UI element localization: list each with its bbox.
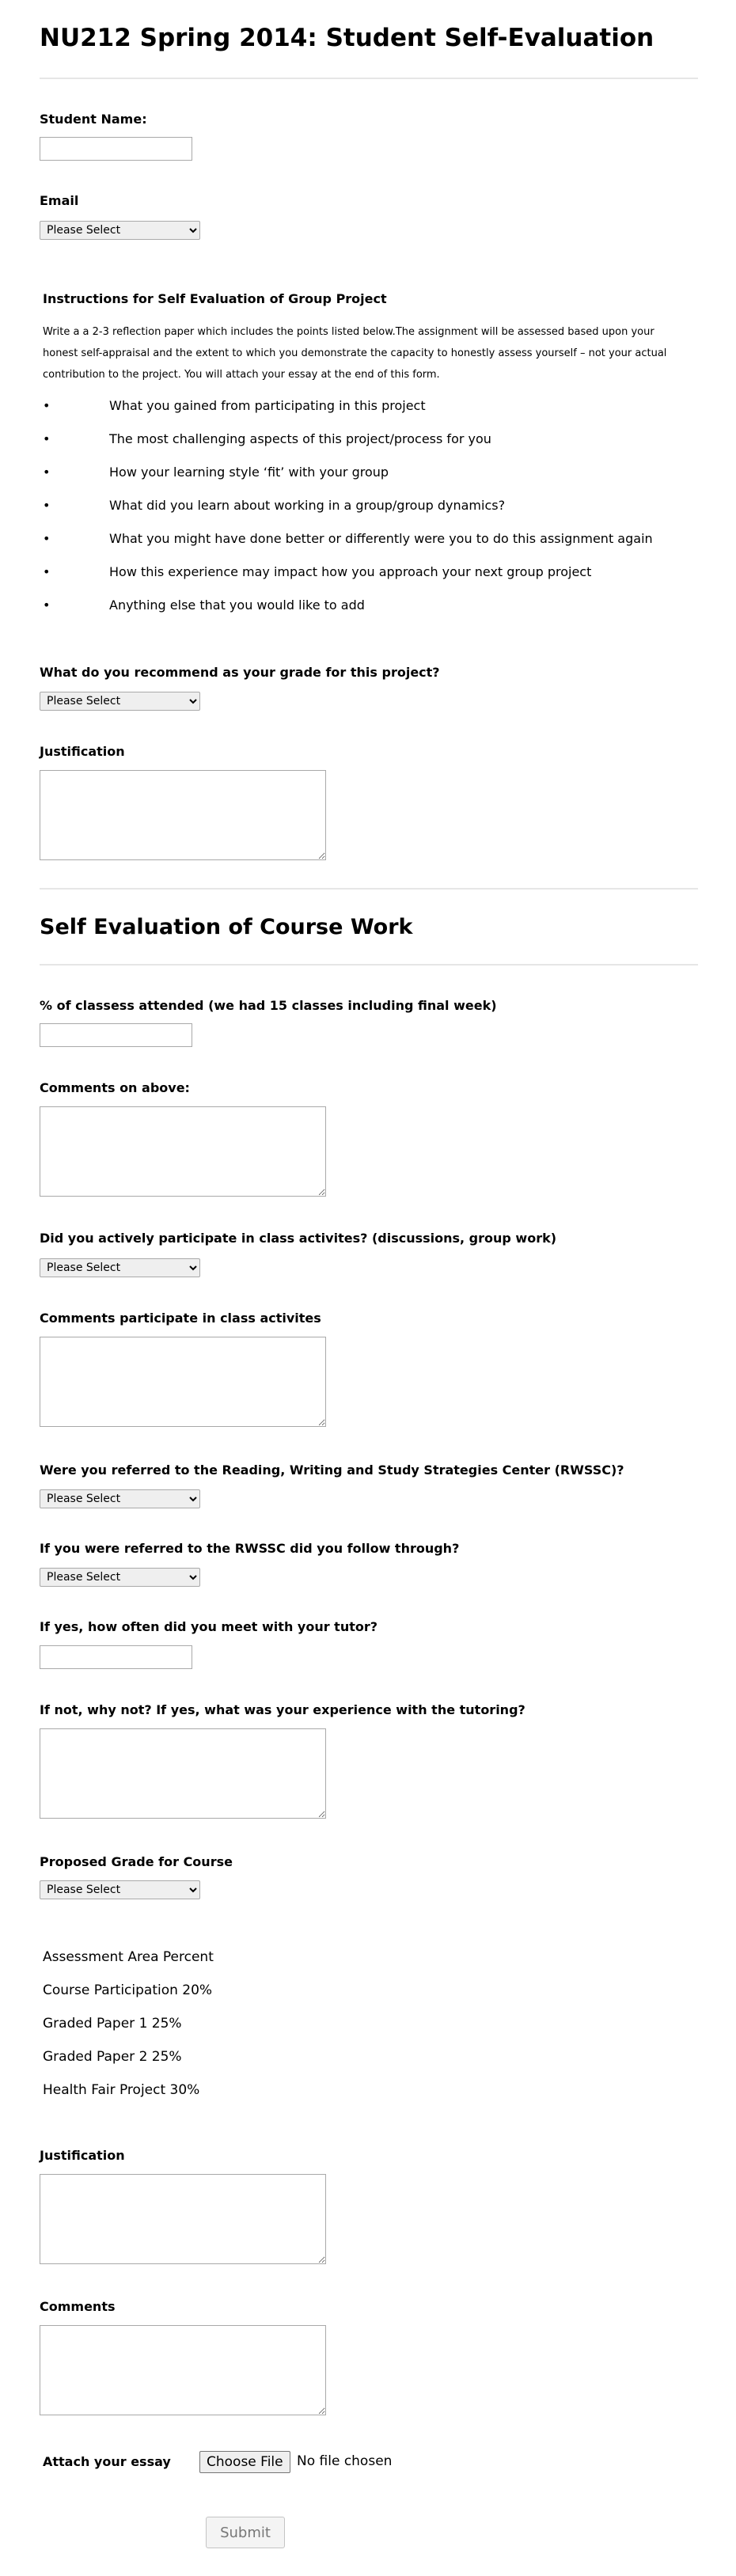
classes-attended-label: % of classess attended (we had 15 classes including final week) xyxy=(40,998,497,1013)
referred-label: Were you referred to the Reading, Writing and Study Strategies Center (RWSSC)? xyxy=(40,1463,624,1478)
instructions-bullet-list xyxy=(43,398,700,631)
list-item: • How your learning style ‘fit’ with your group xyxy=(43,465,389,480)
bullet-icon: • xyxy=(43,598,51,613)
classes-attended-input[interactable] xyxy=(40,1023,192,1047)
list-item: • How this experience may impact how you approach your next group project xyxy=(43,564,592,579)
list-item: • Anything else that you would like to add xyxy=(43,598,365,613)
student-name-input[interactable] xyxy=(40,137,192,161)
section-title: Self Evaluation of Course Work xyxy=(40,915,413,939)
participate-select[interactable] xyxy=(40,1258,200,1277)
list-item: • The most challenging aspects of this project/process for you xyxy=(43,431,491,446)
instructions-paragraph xyxy=(43,321,700,385)
instructions-line: Write a a 2-3 reflection paper which includes the points listed below.The assignment will be assessed based upon your xyxy=(43,326,654,338)
page-title: NU212 Spring 2014: Student Self-Evaluation xyxy=(40,24,654,52)
assessment-row: Graded Paper 2 25% xyxy=(43,2049,182,2065)
student-name-label: Student Name: xyxy=(40,112,147,127)
tutor-frequency-input[interactable] xyxy=(40,1645,192,1669)
email-label: Email xyxy=(40,193,79,208)
proposed-grade-select[interactable] xyxy=(40,1880,200,1899)
list-item: • What did you learn about working in a group/group dynamics? xyxy=(43,498,506,513)
justification-label: Justification xyxy=(40,744,125,759)
bullet-icon: • xyxy=(43,531,51,546)
divider xyxy=(40,888,698,890)
bullet-icon: • xyxy=(43,465,51,480)
assessment-header: Assessment Area Percent xyxy=(43,1949,214,1965)
instructions-line: honest self-appraisal and the extent to which you demonstrate the capacity to honestly assess yourself – not your actual xyxy=(43,347,667,359)
choose-file-button[interactable]: Choose File xyxy=(199,2451,290,2473)
assessment-row: Course Participation 20% xyxy=(43,1982,213,1998)
grade-project-label: What do you recommend as your grade for this project? xyxy=(40,665,440,680)
participate-label: Did you actively participate in class activites? (discussions, group work) xyxy=(40,1231,557,1246)
instructions-title: Instructions for Self Evaluation of Group Project xyxy=(43,291,387,306)
file-status-text: No file chosen xyxy=(297,2453,393,2469)
bullet-icon: • xyxy=(43,564,51,579)
referred-select[interactable] xyxy=(40,1489,200,1508)
comments-above-label: Comments on above: xyxy=(40,1080,190,1095)
justification-final-label: Justification xyxy=(40,2148,125,2163)
comments-final-label: Comments xyxy=(40,2299,116,2314)
comments-above-textarea[interactable] xyxy=(40,1106,326,1197)
email-select[interactable] xyxy=(40,221,200,240)
bullet-icon: • xyxy=(43,431,51,446)
list-item: • What you gained from participating in this project xyxy=(43,398,426,413)
follow-through-select[interactable] xyxy=(40,1568,200,1587)
follow-through-label: If you were referred to the RWSSC did you follow through? xyxy=(40,1541,460,1556)
attach-essay-label: Attach your essay xyxy=(43,2454,171,2469)
proposed-grade-label: Proposed Grade for Course xyxy=(40,1854,233,1869)
submit-button[interactable]: Submit xyxy=(206,2517,285,2548)
grade-project-select[interactable] xyxy=(40,692,200,711)
bullet-icon: • xyxy=(43,398,51,413)
divider xyxy=(40,78,698,79)
tutor-frequency-label: If yes, how often did you meet with your tutor? xyxy=(40,1619,378,1634)
justification-final-textarea[interactable] xyxy=(40,2174,326,2264)
list-item: • What you might have done better or differently were you to do this assignment again xyxy=(43,531,653,546)
justification-textarea[interactable] xyxy=(40,770,326,860)
comments-final-textarea[interactable] xyxy=(40,2325,326,2415)
tutoring-experience-textarea[interactable] xyxy=(40,1728,326,1819)
assessment-row: Health Fair Project 30% xyxy=(43,2082,200,2098)
comments-participate-textarea[interactable] xyxy=(40,1337,326,1427)
instructions-line: contribution to the project. You will attach your essay at the end of this form. xyxy=(43,369,440,381)
divider xyxy=(40,964,698,966)
assessment-row: Graded Paper 1 25% xyxy=(43,2016,182,2032)
comments-participate-label: Comments participate in class activites xyxy=(40,1311,321,1326)
tutoring-experience-label: If not, why not? If yes, what was your experience with the tutoring? xyxy=(40,1702,525,1717)
bullet-icon: • xyxy=(43,498,51,513)
